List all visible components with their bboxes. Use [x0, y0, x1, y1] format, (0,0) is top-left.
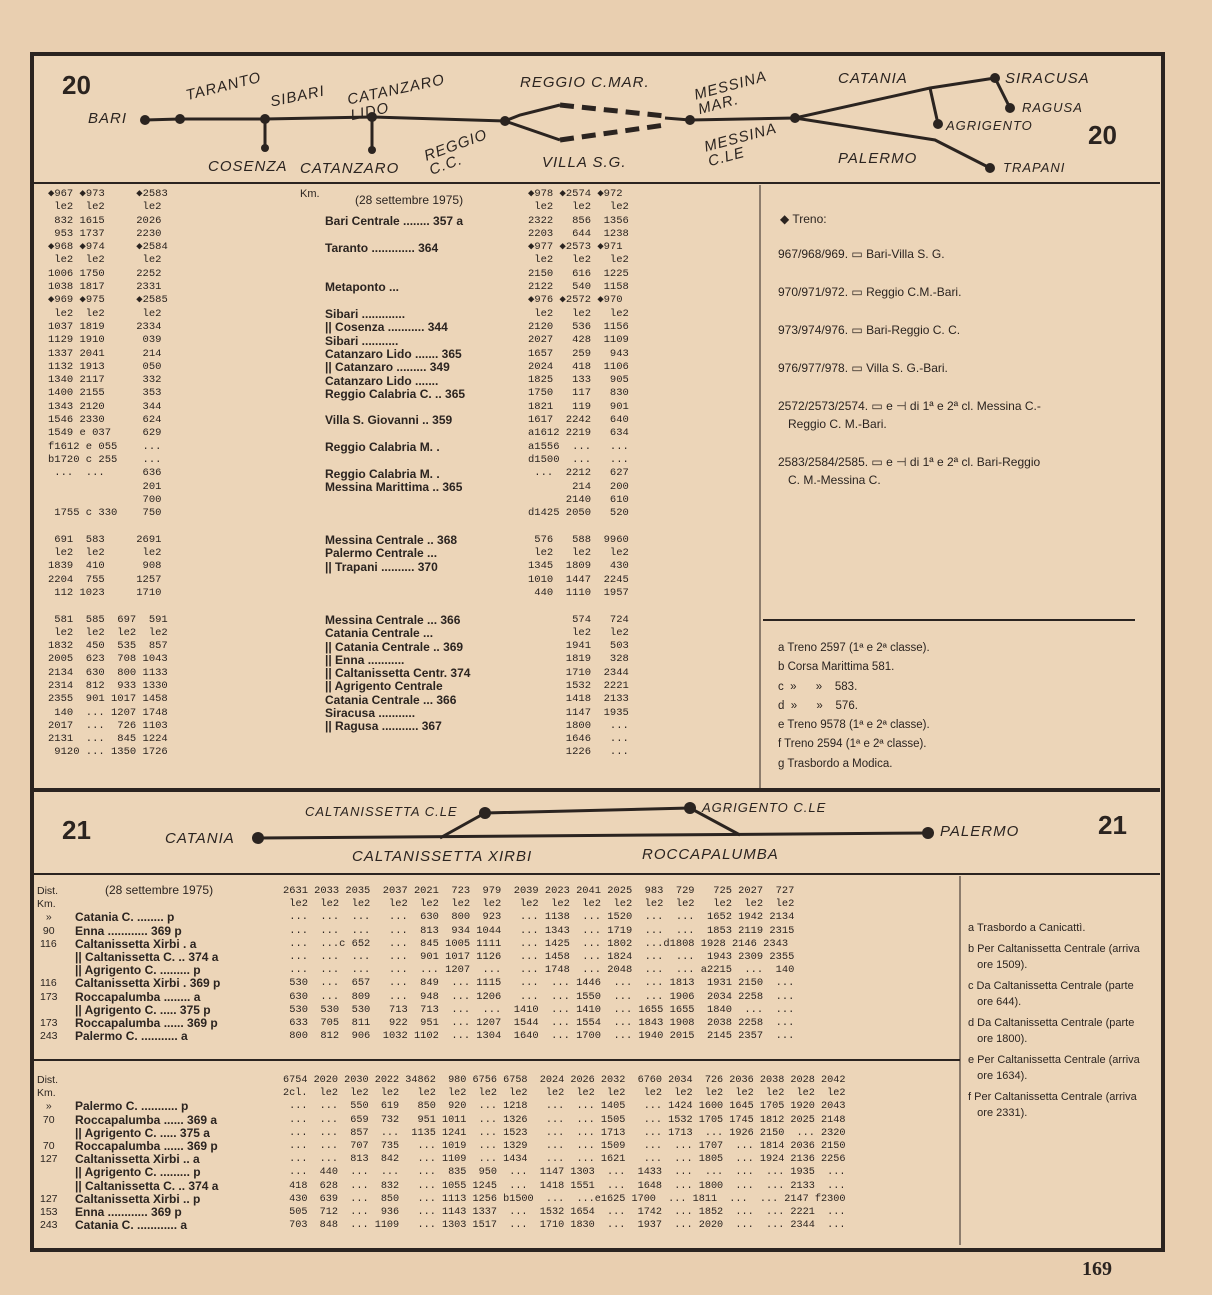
map-label-reggio-cmar: REGGIO C.MAR.: [520, 74, 650, 91]
km-label: Km.: [300, 188, 320, 200]
note-item: 970/971/972. ▭ Reggio C.M.-Bari.: [778, 285, 962, 299]
note-item: 976/977/978. ▭ Villa S. G.-Bari.: [778, 361, 948, 375]
map-label-agrigento: AGRIGENTO: [946, 118, 1033, 133]
footnotes-20: [778, 640, 1148, 775]
map-label-agrigento-cle: AGRIGENTO C.LE: [702, 800, 827, 815]
date-note: (28 settembre 1975): [355, 193, 464, 207]
map-label-reggio-cc: REGGIO C.C.: [421, 126, 490, 179]
note-item: 2572/2573/2574. ▭ e ⊣ di 1ª e 2ª cl. Messina C.- Reggio C. M.-Bari.: [778, 399, 1041, 431]
upper-trains: 2631 2033 2035 2037 2021 723 979 2039 2023 2041 2025 983 729 725 2027 727 le2 le2 le2 le2 le2 le2 le2 le2 le2 le2 le2 le2 le2 le2 le2 le2 ... ... ... ... 630 800 923 ... 1138 ... 1520 ... ... 1652 1942 2134 ... ... ... ... 813 934 1044 ... 1343 ... 1719 ... ... 1853 2119 2315 ... ...c 652 ... 845 1005 1111 ... 1425 ... 1802 ...d1808 1928 2146 2343 ... ... ... ... 901 1017 1126 ... 1458 ... 1824 ... ... 1943 2309 2355 ... ... ... ... ... 1207 ... ... 1748 ... 2048 ... ... a2215 ... 140 530 ... 657 ... 849 ... 1115 ... ... 1446 ... ... 1813 1931 2150 ... 630 ... 809 ... 948 ... 1206 ... ... 1550 ... ... 1906 2034 2258 ... 530 530 530 713 713 ... ... 1410 ... 1410 ... 1655 1655 1840 ... ... 633 705 811 922 951 ... 1207 1544 ... 1554 ... 1843 1908 2038 2258 ... 800 812 906 1032 1102 ... 1304 1640 ... 1700 ... 1940 2015 2145 2357 ...: [283, 885, 795, 1043]
legend-title: ◆ Treno:: [780, 212, 827, 226]
left-trains-column: ◆967 ◆973 ◆2583 le2 le2 le2 832 1615 2026 953 1737 2230 ◆968 ◆974 ◆2584 le2 le2 le2 1006 1750 2252 1038 1817 2331 ◆969 ◆975 ◆2585 le2 le2 le2 1037 1819 2334 1129 1910 039 1337 2041 214 1132 1913 050 1340 2117 332 1400 2155 353 1343 2120 344 1546 2330 624 1549 e 037 629 f1612 e 055 ... b1720 c 255 ... ... ... 636 201 700 1755 c 330 750 691 583 2691 le2 le2 le2 1839 410 908 2204 755 1257 112 1023 1710 581 585 697 591 le2 le2 le2 le2 1832 450 535 857 2005 623 708 1043 2134 630 800 1133 2314 812 933 1330 2355 901 1017 1458 140 ... 1207 1748 2017 ... 726 1103 2131 ... 845 1224 9120 ... 1350 1726: [48, 188, 168, 759]
legend-list: [778, 245, 1148, 509]
map-label-taranto: TARANTO: [184, 68, 264, 105]
note-item: c Da Caltanissetta Centrale (parte ore 644).: [968, 979, 1134, 1008]
section-number-21: 21: [62, 815, 91, 845]
date-note-21: (28 settembre 1975): [105, 883, 214, 897]
map-label-palermo: PALERMO: [838, 150, 918, 167]
map-label-messina-mar: MESSINA MAR.: [692, 68, 769, 119]
note-item: 967/968/969. ▭ Bari-Villa S. G.: [778, 247, 945, 261]
note-item: a Trasbordo a Canicattì.: [968, 922, 1086, 934]
section-number: 20: [62, 70, 91, 100]
map-label-catanzaro: CATANZARO: [300, 160, 400, 177]
right-trains-column: ◆978 ◆2574 ◆972 le2 le2 le2 2322 856 1356 2203 644 1238 ◆977 ◆2573 ◆971 le2 le2 le2 2150 616 1225 2122 540 1158 ◆976 ◆2572 ◆970 le2 le2 le2 2120 536 1156 2027 428 1109 1657 259 943 2024 418 1106 1825 133 905 1750 117 830 1821 119 901 1617 2242 640 a1612 2219 634 a1556 ... ... d1500 ... ... ... 2212 627 214 200 2140 610 d1425 2050 520 576 588 9960 le2 le2 le2 1345 1809 430 1010 1447 2245 440 1110 1957 574 724 le2 le2 1941 503 1819 328 1710 2344 1532 2221 1418 2133 1147 1935 1800 ... 1646 ... 1226 ...: [528, 188, 629, 759]
map-label-catanzaro-lido: CATANZARO LIDO: [345, 71, 447, 125]
note-item: a Treno 2597 (1ª e 2ª classe).: [778, 642, 930, 654]
map-label-siracusa: SIRACUSA: [1005, 70, 1090, 87]
map-label-palermo-21: PALERMO: [940, 823, 1020, 840]
map-label-sibari: SIBARI: [268, 82, 327, 111]
map-label-caltanissetta-cle: CALTANISSETTA C.LE: [305, 804, 458, 819]
map-label-cosenza: COSENZA: [208, 158, 288, 175]
map-label-messina-cle: MESSINA C.LE: [702, 120, 779, 171]
note-item: 973/974/976. ▭ Bari-Reggio C. C.: [778, 323, 961, 337]
footnotes-21: [968, 920, 1163, 1126]
note-item: b Per Caltanissetta Centrale (arriva ore 1509).: [968, 942, 1140, 971]
map-label-villa-sg: VILLA S.G.: [542, 154, 627, 171]
map-label-roccapalumba: ROCCAPALUMBA: [642, 846, 779, 863]
map-label-trapani: TRAPANI: [1003, 160, 1066, 175]
note-item: 2583/2584/2585. ▭ e ⊣ di 1ª e 2ª cl. Bari-Reggio C. M.-Messina C.: [778, 455, 1041, 487]
note-item: c » » 583.: [778, 680, 858, 693]
map-label-ragusa: RAGUSA: [1022, 100, 1083, 115]
dist-head-lower: Dist. Km.: [37, 1074, 58, 1100]
note-item: d » » 576.: [778, 699, 858, 712]
section-number-right: 20: [1088, 120, 1117, 150]
note-item: d Da Caltanissetta Centrale (parte ore 1800).: [968, 1016, 1135, 1045]
dist-head-upper: Dist. Km.: [37, 885, 58, 911]
note-item: f Treno 2594 (1ª e 2ª classe).: [778, 738, 927, 751]
page-number: 169: [1082, 1258, 1112, 1280]
map-label-catania-21: CATANIA: [165, 830, 235, 847]
note-item: g Trasbordo a Modica.: [778, 757, 893, 770]
upper-distances: » 90 116 116 173 173 243: [40, 911, 58, 1043]
upper-stations: Catania C. ........ p Enna ............ 369 p Caltanissetta Xirbi . a || Caltanissetta C. .. 374 a || Agrigento C. ......... p Caltanissetta Xirbi . 369 p Roccapalumba ........ a || Agrigento C. ..... 375 p Roccapalumba ...... 369 p Palermo C. ........... a: [75, 910, 221, 1044]
section-number-21-right: 21: [1098, 810, 1127, 840]
map-label-caltanissetta-xirbi: CALTANISSETTA XIRBI: [352, 848, 533, 865]
note-item: e Per Caltanissetta Centrale (arriva ore 1634).: [968, 1053, 1140, 1082]
map-label-bari: BARI: [88, 110, 128, 127]
stations-column: Bari Centrale ........ 357 a Taranto ............. 364 Metaponto ... Sibari ............. || Cosenza ........... 344 Sibari ........... Catanzaro Lido ....... 365 || Catanzaro ......... 349 Catanzaro Lido ....... Reggio Calabria C. .. 365 Villa S. Giovanni .. 359 Reggio Calabria M. . Reggio Calabria M. . Messina Marittima .. 365 Messina Centrale .. 368 Palermo Centrale ... || Trapani .......... 370 Messina Centrale ... 366 Catania Centrale ... || Catania Centrale .. 369 || Enna ........... || Caltanissetta Centr. 374 || Agrigento Centrale Catania Centrale ... 366 Siracusa ........... || Ragusa ........... 367: [325, 214, 471, 734]
note-item: e Treno 9578 (1ª e 2ª classe).: [778, 719, 930, 731]
map-label-catania: CATANIA: [838, 70, 908, 87]
note-item: f Per Caltanissetta Centrale (arriva ore 2331).: [968, 1090, 1137, 1119]
lower-distances: » 70 70 127 127 153 243: [40, 1100, 58, 1232]
lower-trains: 6754 2020 2030 2022 34862 980 6756 6758 2024 2026 2032 6760 2034 726 2036 2038 2028 2042 2cl. le2 le2 le2 le2 le2 le2 le2 le2 le2 le2 le2 le2 le2 le2 le2 le2 le2 ... ... 550 619 850 920 ... 1218 ... ... 1405 ... 1424 1600 1645 1705 1920 2043 ... ... 659 732 951 1011 ... 1326 ... ... 1505 ... 1532 1705 1745 1812 2025 2148 ... ... 857 ... 1135 1241 ... 1523 ... ... 1713 ... 1713 ... 1926 2150 ... 2320 ... ... 707 735 ... 1019 ... 1329 ... ... 1509 ... ... 1707 ... 1814 2036 2150 ... ... 813 842 ... 1109 ... 1434 ... ... 1621 ... ... 1805 ... 1924 2136 2256 ... 440 ... ... ... 835 950 ... 1147 1303 ... 1433 ... ... ... ... 1935 ... 418 628 ... 832 ... 1055 1245 ... 1418 1551 ... 1648 ... 1800 ... ... 2133 ... 430 639 ... 850 ... 1113 1256 b1500 ... ...e1625 1700 ... 1811 ... ... 2147 f2300 505 712 ... 936 ... 1143 1337 ... 1532 1654 ... 1742 ... 1852 ... ... 2221 ... 703 848 ... 1109 ... 1303 1517 ... 1710 1830 ... 1937 ... 2020 ... ... 2344 ...: [283, 1075, 846, 1232]
lower-stations: Palermo C. ........... p Roccapalumba ...... 369 a || Agrigento C. ..... 375 a Roccapalumba ...... 369 p Caltanissetta Xirbi .. a || Agrigento C. ......... p || Caltanissetta C. .. 374 a Caltanissetta Xirbi .. p Enna ............ 369 p Catania C. ............ a: [75, 1099, 219, 1233]
note-item: b Corsa Marittima 581.: [778, 661, 895, 674]
